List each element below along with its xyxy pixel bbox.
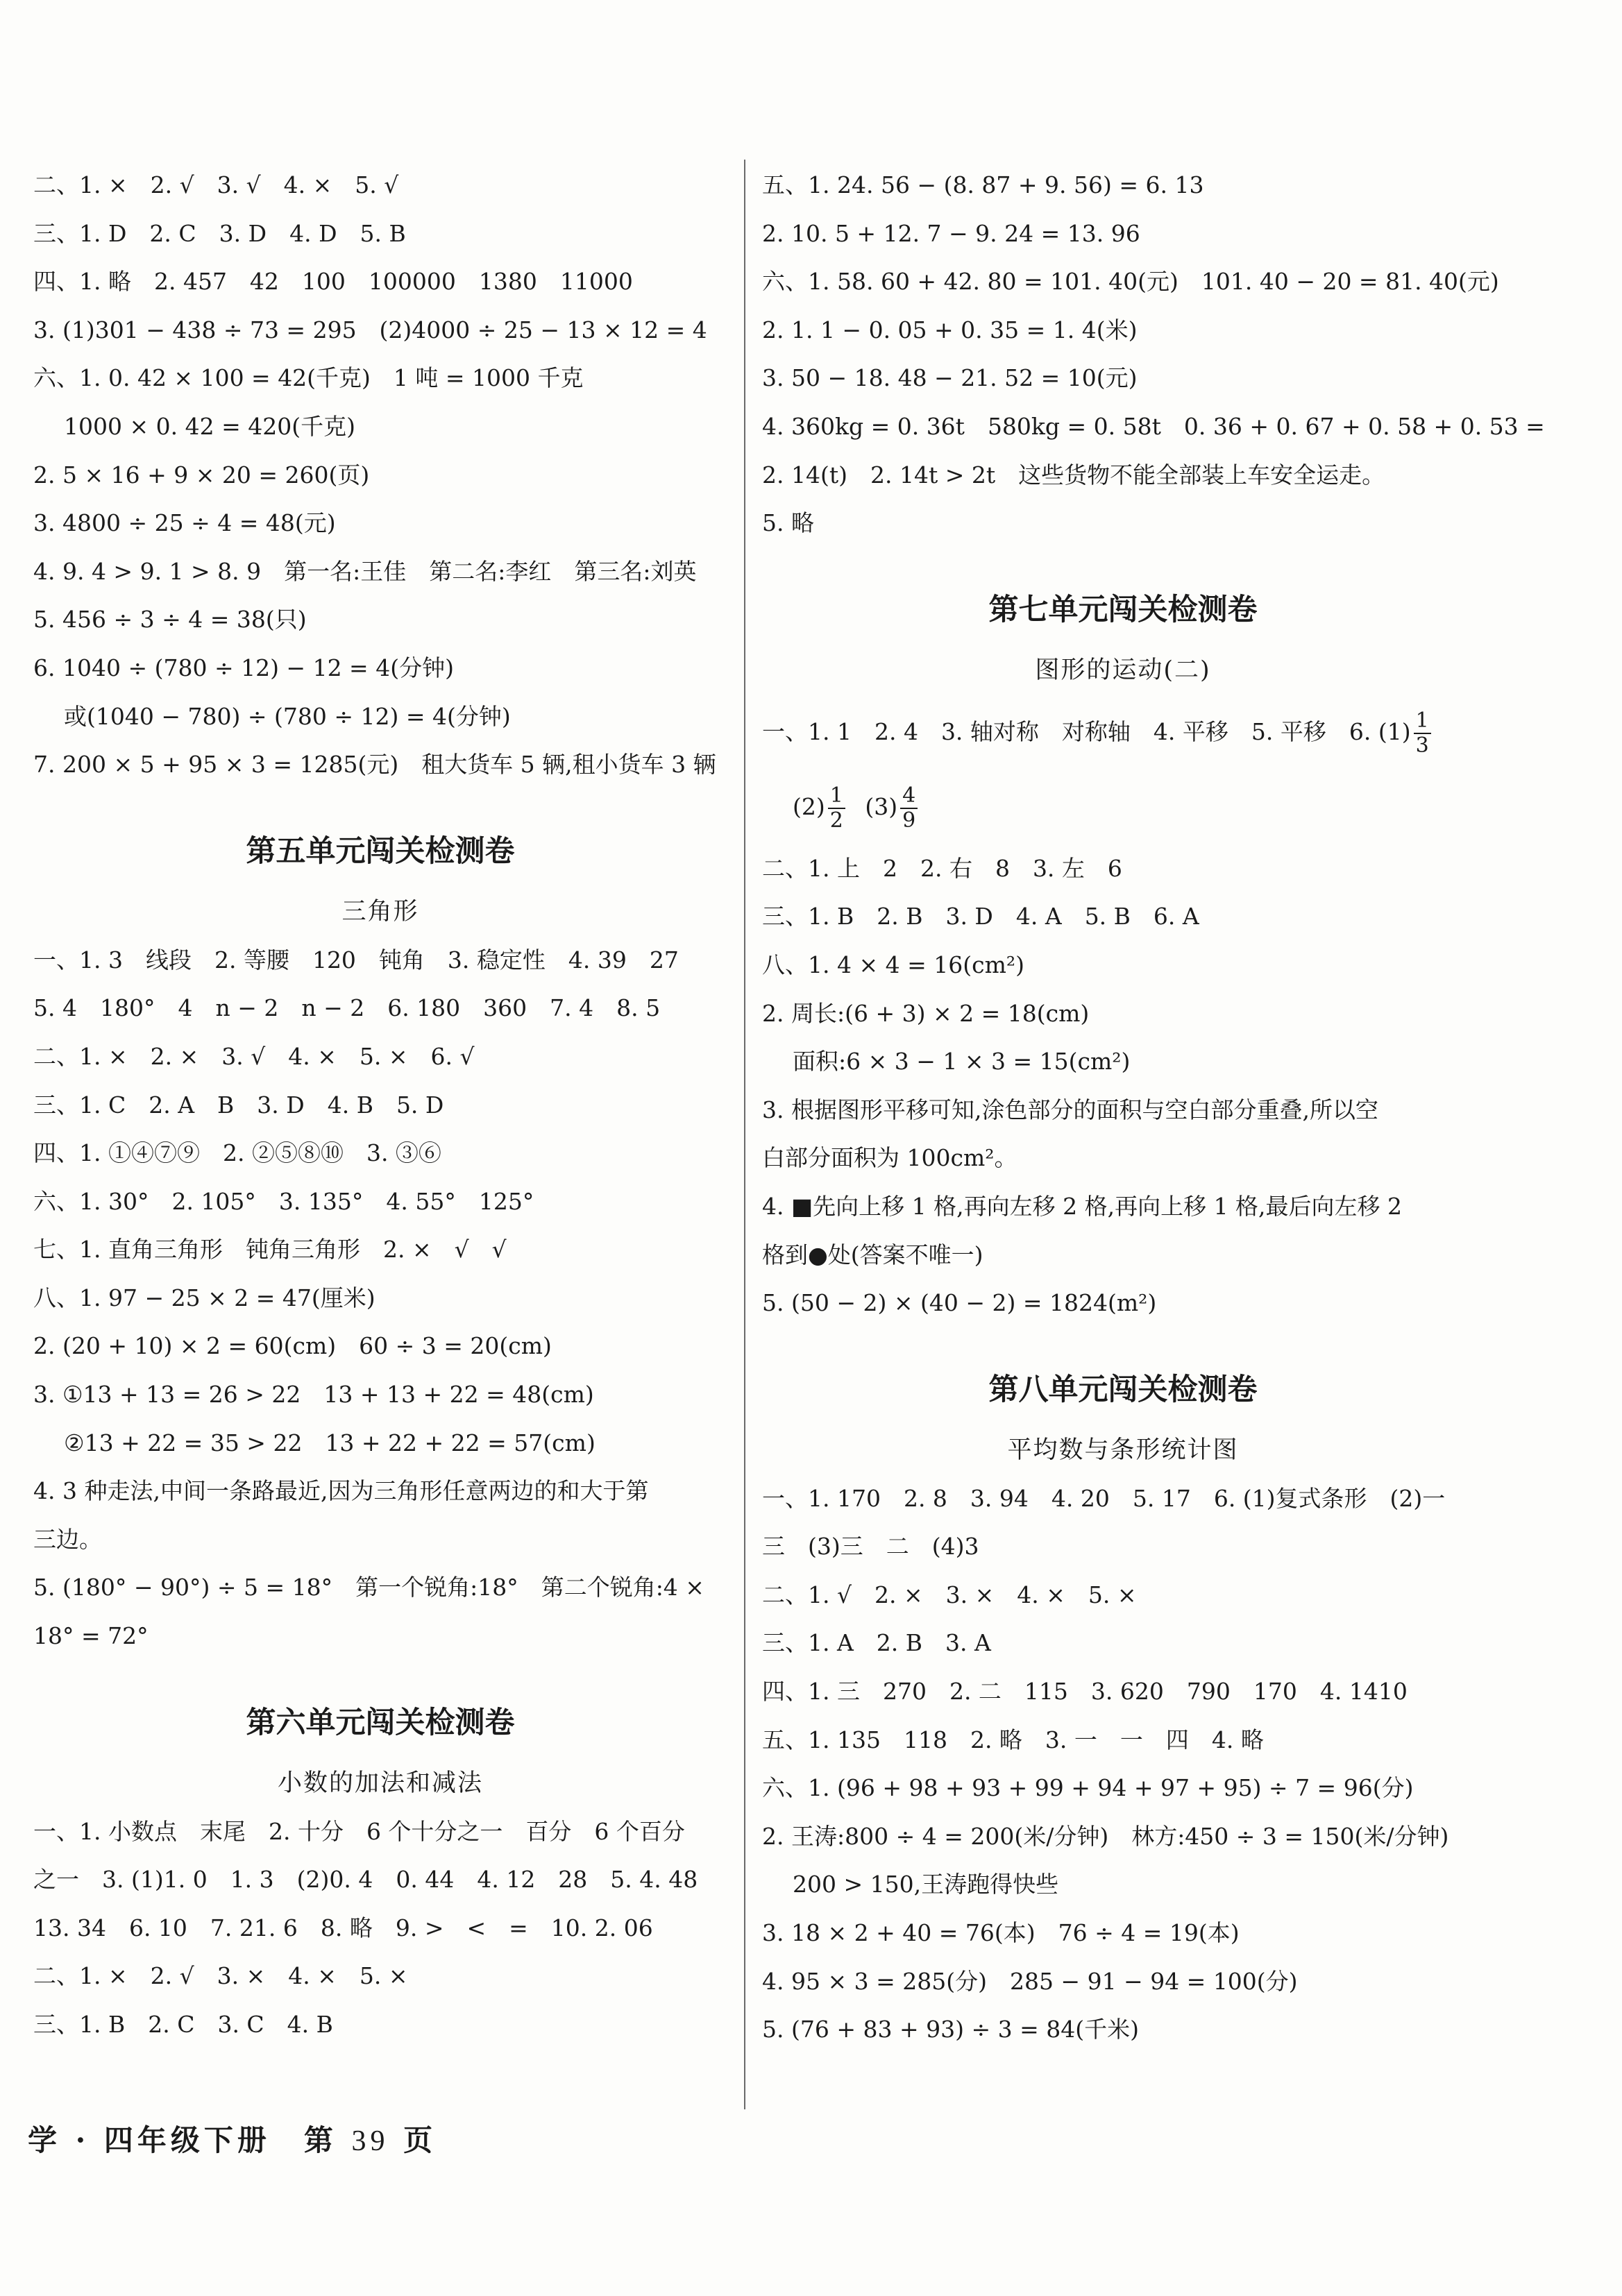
answer-line: 5. (76 + 83 + 93) ÷ 3 = 84(千米) [762,2016,1139,2043]
answer-line: 七、1. 直角三角形 钝角三角形 2. × √ √ [33,1236,507,1264]
answer-line: 18° = 72° [33,1622,149,1650]
answer-line: 13. 34 6. 10 7. 21. 6 8. 略 9. > < = 10. 2. 06 [33,1914,653,1941]
page-footer [28,2118,437,2159]
answer-line: 3. 根据图形平移可知,涂色部分的面积与空白部分重叠,所以空 [762,1096,1378,1123]
answer-line: 3. (1)301 − 438 ÷ 73 = 295 (2)4000 ÷ 25 − 13 × 12 = 4 [33,316,707,343]
page-number: 39 [351,2125,389,2157]
answer-line: 三、1. C 2. A B 3. D 4. B 5. D [33,1091,444,1119]
answer-line: 面积:6 × 3 − 1 × 3 = 15(cm²) [793,1048,1131,1075]
answer-line: 5. (50 − 2) × (40 − 2) = 1824(m²) [762,1289,1157,1317]
footer-suffix: 页 [403,2123,437,2157]
answer-line: 2. 王涛:800 ÷ 4 = 200(米/分钟) 林方:450 ÷ 3 = 150(米/分钟) [762,1822,1449,1850]
answer-line: 一、1. 170 2. 8 3. 94 4. 20 5. 17 6. (1)复式条形 (2)一 [762,1484,1446,1512]
answer-line: 五、1. 24. 56 − (8. 87 + 9. 56) = 6. 13 [762,171,1204,198]
answer-text: 一、1. 1 2. 4 3. 轴对称 对称轴 4. 平移 5. 平移 6. (1) [762,717,1411,745]
answer-line: 三、1. B 2. B 3. D 4. A 5. B 6. A [762,903,1199,930]
answer-line: 三、1. D 2. C 3. D 4. D 5. B [33,219,406,247]
unit6-continued [762,161,1545,547]
answer-line: 六、1. (96 + 98 + 93 + 99 + 94 + 97 + 95) ÷ 7 = 96(分) [762,1774,1414,1802]
answer-line: 三、1. A 2. B 3. A [762,1629,991,1657]
answer-line: 3. 50 − 18. 48 − 21. 52 = 10(元) [762,364,1138,392]
answer-line: 格到●处(答案不唯一) [762,1241,983,1268]
answer-line: 2. 14(t) 2. 14t > 2t 这些货物不能全部装上车安全运走。 [762,461,1385,488]
answer-line: 1000 × 0. 42 = 420(千克) [64,412,355,440]
answer-line: 2. 10. 5 + 12. 7 − 9. 24 = 13. 96 [762,219,1140,247]
unit6-subtitle: 小数的加法和减法 [277,1769,483,1797]
answer-line: 或(1040 − 780) ÷ (780 ÷ 12) = 4(分钟) [64,702,511,730]
unit5-title: 第五单元闯关检测卷 [246,833,515,869]
answer-text: (2) [793,792,825,820]
answer-line: 四、1. 略 2. 457 42 100 100000 1380 11000 [33,268,633,296]
answer-line: 3. 4800 ÷ 25 ÷ 4 = 48(元) [33,509,336,537]
answer-line: 八、1. 97 − 25 × 2 = 47(厘米) [33,1284,375,1311]
unit6-section [33,1687,727,2049]
answer-line: 二、1. × 2. √ 3. √ 4. × 5. √ [33,171,399,198]
answer-line: 4. 360kg = 0. 36t 580kg = 0. 58t 0. 36 + 0. 67 + 0. 58 + 0. 53 = [762,412,1545,440]
answer-line-with-fraction [762,695,1484,769]
answer-line: 4. 3 种走法,中间一条路最近,因为三角形任意两边的和大于第 [33,1477,649,1505]
answer-line: 六、1. 0. 42 × 100 = 42(千克) 1 吨 = 1000 千克 [33,364,584,392]
answer-line: 三、1. B 2. C 3. C 4. B [33,2011,333,2038]
answer-line: 八、1. 4 × 4 = 16(cm²) [762,951,1024,978]
answer-line: 白部分面积为 100cm²。 [762,1144,1017,1172]
fraction [1414,708,1431,758]
footer-label: 学 · 四年级下册 第 [28,2123,337,2157]
answer-line: 3. ①13 + 13 = 26 > 22 13 + 13 + 22 = 48(cm) [33,1381,594,1409]
answer-line: 四、1. ①④⑦⑨ 2. ②⑤⑧⑩ 3. ③⑥ [33,1139,441,1167]
answer-line: 六、1. 58. 60 + 42. 80 = 101. 40(元) 101. 40 − 20 = 81. 40(元) [762,268,1499,296]
answer-line: 5. 456 ÷ 3 ÷ 4 = 38(只) [33,606,307,633]
fraction-numerator: 1 [828,785,845,809]
unit5-subtitle: 三角形 [341,897,419,926]
answer-line: 四、1. 三 270 2. 二 115 3. 620 790 170 4. 1410 [762,1678,1408,1706]
fraction [828,785,845,831]
answer-line: 5. (180° − 90°) ÷ 5 = 18° 第一个锐角:18° 第二个锐角:4 × [33,1574,704,1601]
answer-line: 二、1. √ 2. × 3. × 4. × 5. × [762,1581,1137,1608]
answer-line: 4. 9. 4 > 9. 1 > 8. 9 第一名:王佳 第二名:李红 第三名:刘英 [33,557,697,585]
answer-line: 六、1. 30° 2. 105° 3. 135° 4. 55° 125° [33,1187,534,1215]
answer-line: 二、1. × 2. √ 3. × 4. × 5. × [33,1962,408,1990]
fraction-numerator: 4 [900,785,918,809]
answer-line: ②13 + 22 = 35 > 22 13 + 22 + 22 = 57(cm) [64,1429,595,1456]
answer-line: 2. 周长:(6 + 3) × 2 = 18(cm) [762,999,1090,1027]
answer-line: 5. 4 180° 4 n − 2 n − 2 6. 180 360 7. 4 8. 5 [33,994,661,1022]
answer-line: 一、1. 小数点 末尾 2. 十分 6 个十分之一 百分 6 个百分 [33,1817,685,1845]
answer-line: 2. (20 + 10) × 2 = 60(cm) 60 ÷ 3 = 20(cm) [33,1332,552,1360]
answer-line: 三边。 [33,1525,102,1553]
fraction [900,785,918,831]
answer-line: 200 > 150,王涛跑得快些 [793,1871,1059,1898]
right-column [762,161,1545,2054]
fraction-numerator: 1 [1414,711,1431,734]
answer-line: 一、1. 3 线段 2. 等腰 120 钝角 3. 稳定性 4. 39 27 [33,946,679,973]
fraction-denominator: 3 [1415,733,1429,758]
column-divider [744,160,745,2109]
answer-line: 五、1. 135 118 2. 略 3. 一 一 四 4. 略 [762,1726,1264,1753]
answer-line: 6. 1040 ÷ (780 ÷ 12) − 12 = 4(分钟) [33,654,454,681]
answer-line: 二、1. 上 2 2. 右 8 3. 左 6 [762,854,1122,882]
unit8-subtitle: 平均数与条形统计图 [1007,1436,1239,1464]
answer-line: 4. 95 × 3 = 285(分) 285 − 91 − 94 = 100(分) [762,1967,1298,1995]
answer-line: 2. 5 × 16 + 9 × 20 = 260(页) [33,461,370,488]
answer-line: 4. ■先向上移 1 格,再向左移 2 格,再向上移 1 格,最后向左移 2 [762,1192,1403,1220]
unit5-section [33,815,727,1660]
unit4-answers [33,161,727,789]
answer-text: (3) [865,792,898,820]
left-column [33,161,727,2049]
answer-line: 5. 略 [762,509,814,537]
answer-line: 7. 200 × 5 + 95 × 3 = 1285(元) 租大货车 5 辆,租小货车 3 辆 [33,751,716,779]
fraction-denominator: 2 [829,808,843,833]
unit8-section [762,1354,1484,2054]
answer-line: 二、1. × 2. × 3. √ 4. × 5. × 6. √ [33,1042,475,1070]
unit7-subtitle: 图形的运动(二) [1035,656,1211,684]
answer-line: 之一 3. (1)1. 0 1. 3 (2)0. 4 0. 44 4. 12 28 5. 4. 48 [33,1866,698,1894]
answer-line-with-fraction [762,769,1484,844]
unit8-title: 第八单元闯关检测卷 [988,1372,1258,1407]
answer-line: 3. 18 × 2 + 40 = 76(本) 76 ÷ 4 = 19(本) [762,1919,1240,1947]
unit7-section [762,574,1484,1327]
unit6-title: 第六单元闯关检测卷 [246,1705,515,1740]
fraction-denominator: 9 [902,808,916,833]
answer-line: 2. 1. 1 − 0. 05 + 0. 35 = 1. 4(米) [762,316,1138,343]
answer-line: 三 (3)三 二 (4)3 [762,1533,979,1561]
unit7-title: 第七单元闯关检测卷 [988,592,1258,627]
